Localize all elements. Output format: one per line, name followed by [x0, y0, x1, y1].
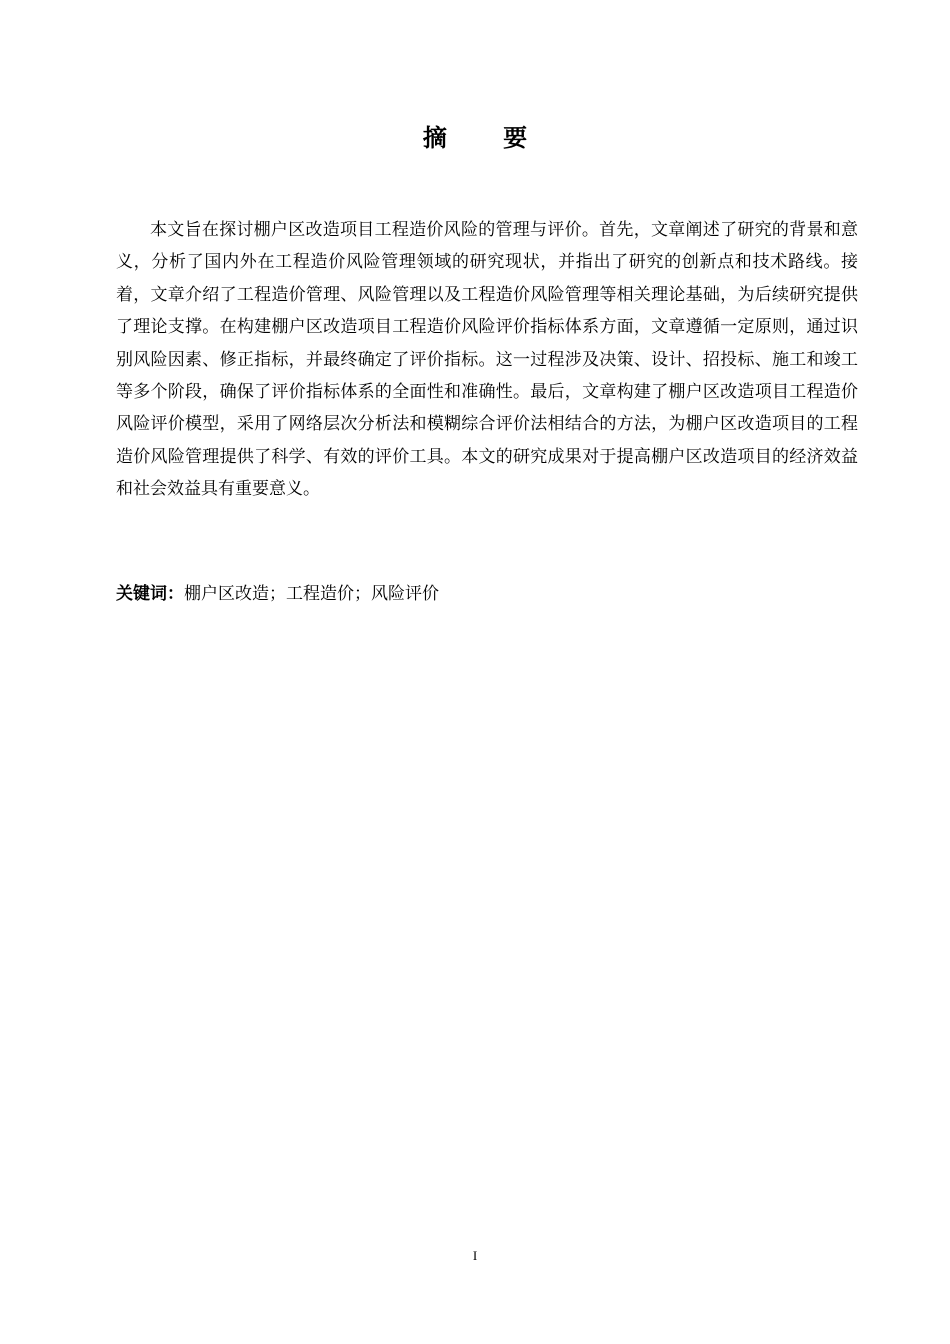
- abstract-title: 摘 要: [422, 124, 552, 152]
- abstract-body: 本文旨在探讨棚户区改造项目工程造价风险的管理与评价。首先，文章阐述了研究的背景和意义，分析了国内外在工程造价风险管理领域的研究现状，并指出了研究的创新点和技术路线。接着，文章介绍了工程造价管理、风险管理以及工程造价风险管理等相关理论基础，为后续研究提供了理论支撑。在构建棚户区改造项目工程造价风险评价指标体系方面，文章遵循一定原则，通过识别风险因素、修正指标，并最终确定了评价指标。这一过程涉及决策、设计、招投标、施工和竣工等多个阶段，确保了评价指标体系的全面性和准确性。最后，文章构建了棚户区改造项目工程造价风险评价模型，采用了网络层次分析法和模糊综合评价法相结合的方法，为棚户区改造项目的工程造价风险管理提供了科学、有效的评价工具。本文的研究成果对于提高棚户区改造项目的经济效益和社会效益具有重要意义。: [116, 220, 858, 500]
- keywords-label: 关键词：: [116, 584, 184, 604]
- page-number: I: [472, 1248, 478, 1263]
- keywords-line: [116, 578, 858, 610]
- keywords-value: 棚户区改造；工程造价；风险评价: [184, 584, 439, 604]
